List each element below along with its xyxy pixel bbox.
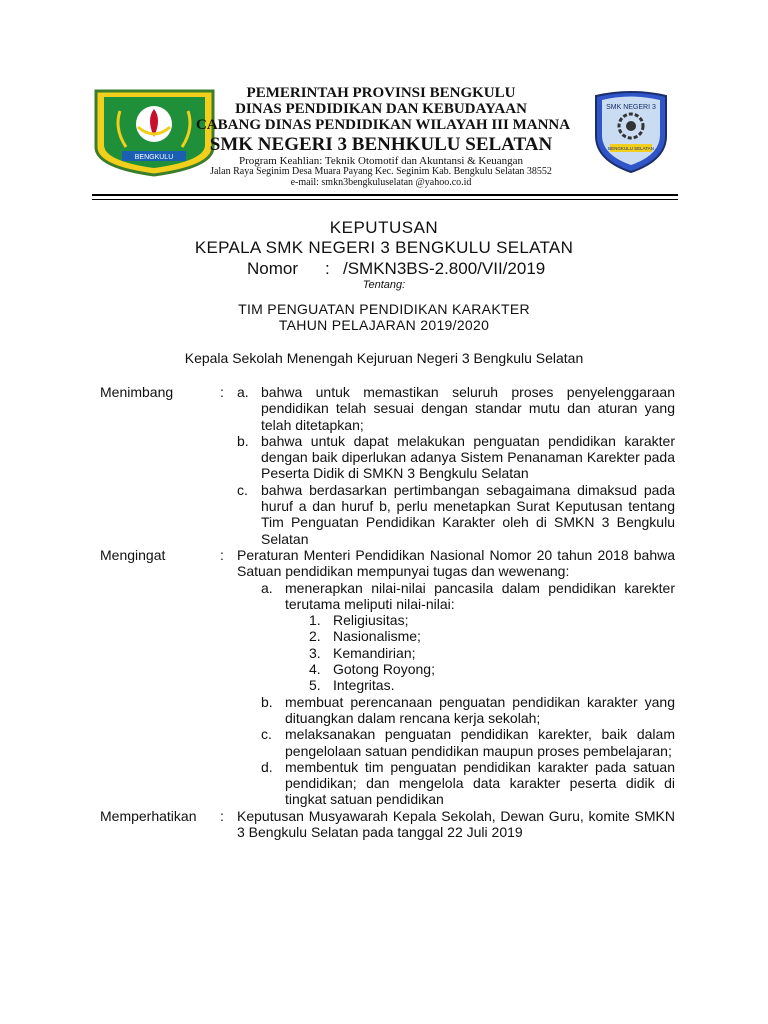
right-logo-bottom-text: BENGKULU SELATAN — [608, 146, 654, 151]
point-text: melaksanakan penguatan pendidikan karekter, baik dalam pengelolaan satuan pendidikan maupun proses pembelajaran; — [285, 726, 675, 759]
authority-line: Kepala Sekolah Menengah Kejuruan Negeri 3 Bengkulu Selatan — [184, 350, 584, 366]
mengingat-point-b — [237, 694, 675, 727]
left-logo-ribbon-text: BENGKULU — [134, 154, 174, 161]
memperhatikan-label: Memperhatikan — [100, 807, 197, 824]
memperhatikan-colon: : — [220, 807, 224, 824]
menimbang-label: Menimbang — [100, 384, 174, 400]
kop-line-cabang: CABANG DINAS PENDIDIKAN WILAYAH III MANNA — [196, 117, 571, 133]
list-item — [309, 677, 675, 693]
list-text: Integritas. — [333, 677, 395, 694]
decree-issuer: KEPALA SMK NEGERI 3 BENGKULU SELATAN — [194, 238, 574, 257]
list-number: 2. — [309, 628, 321, 645]
kop-school-name: SMK NEGERI 3 BENHKULU SELATAN — [209, 134, 553, 155]
kop-program: Program Keahlian: Teknik Otomotif dan Akuntansi & Keuangan — [238, 155, 524, 167]
mengingat-intro: Peraturan Menteri Pendidikan Nasional Nomor 20 tahun 2018 bahwa Satuan pendidikan mempunyai tugas dan wewenang: — [237, 546, 675, 580]
list-text: Nasionalisme; — [333, 628, 421, 645]
point-text: membuat perencanaan penguatan pendidikan karakter yang dituangkan dalam rencana kerja sekolah; — [285, 693, 675, 726]
tentang-label: Tentang: — [362, 279, 406, 291]
menimbang-point-a — [237, 384, 675, 433]
list-number: 5. — [309, 677, 321, 694]
point-letter: d. — [261, 758, 273, 775]
menimbang-colon: : — [220, 384, 224, 400]
section-menimbang — [100, 384, 675, 547]
point-text: membentuk tim penguatan pendidikan karakter pada satuan pendidikan; dan mengelola data karakter peserta didik di tingkat satuan pendidikan — [285, 758, 675, 808]
nomor-label: Nomor — [247, 259, 299, 278]
letterhead-thin-rule — [92, 199, 678, 200]
subject-line-1: TIM PENGUATAN PENDIDIKAN KARAKTER — [238, 301, 530, 317]
right-logo-top-text: SMK NEGERI 3 — [606, 104, 656, 111]
menimbang-point-c — [237, 482, 675, 547]
list-text: Kemandirian; — [333, 644, 416, 661]
point-text: bahwa untuk dapat melakukan penguatan pendidikan karakter dengan baik diperlukan adanya Sistem Penanaman Karekter pada Peserta Didik di SMKN 3 Bengkulu Selatan — [261, 432, 675, 482]
mengingat-label: Mengingat — [100, 546, 166, 563]
kop-line-province: PEMERINTAH PROVINSI BENGKULU — [246, 85, 516, 101]
list-number: 1. — [309, 612, 321, 629]
list-item — [309, 612, 675, 628]
decree-heading: KEPUTUSAN — [329, 218, 439, 237]
point-letter: b. — [261, 693, 273, 710]
point-letter: c. — [261, 726, 272, 743]
list-number: 3. — [309, 644, 321, 661]
list-text: Religiusitas; — [333, 612, 409, 629]
mengingat-point-d — [237, 759, 675, 808]
section-mengingat — [100, 547, 675, 808]
list-item — [309, 628, 675, 644]
point-letter: b. — [237, 432, 249, 449]
mengingat-colon: : — [220, 546, 224, 563]
kop-email: e-mail: smkn3bengkuluselatan @yahoo.co.id — [290, 177, 472, 188]
kop-address: Jalan Raya Seginim Desa Muara Payang Kec. Seginim Kab. Bengkulu Selatan 38552 — [210, 166, 552, 177]
school-emblem-logo — [590, 88, 672, 174]
list-item — [309, 645, 675, 661]
kop-line-dinas: DINAS PENDIDIKAN DAN KEBUDAYAAN — [235, 101, 527, 117]
list-text: Gotong Royong; — [333, 661, 435, 678]
nomor-value: /SMKN3BS-2.800/VII/2019 — [343, 259, 546, 278]
values-list — [237, 612, 675, 693]
point-letter: a. — [237, 384, 249, 400]
point-letter: a. — [261, 579, 273, 596]
letterhead-thick-rule — [92, 194, 678, 196]
mengingat-point-c — [237, 726, 675, 759]
point-text: bahwa berdasarkan pertimbangan sebagaimana dimaksud pada huruf a dan huruf b, perlu menetapkan Surat Keputusan tentang Tim Penguatan Pendidikan Karakter oleh di SMKN 3 Bengkulu Selatan — [261, 481, 675, 547]
decree-body — [100, 384, 675, 840]
point-text: menerapkan nilai-nilai pancasila dalam pendidikan karekter terutama meliputi nilai-nilai: — [285, 579, 675, 612]
point-letter: c. — [237, 481, 248, 498]
memperhatikan-text: Keputusan Musyawarah Kepala Sekolah, Dewan Guru, komite SMKN 3 Bengkulu Selatan pada tanggal 22 Juli 2019 — [237, 807, 675, 841]
menimbang-point-b — [237, 433, 675, 482]
section-memperhatikan — [100, 808, 675, 841]
list-item — [309, 661, 675, 677]
subject-line-2: TAHUN PELAJARAN 2019/2020 — [278, 317, 490, 333]
point-text: bahwa untuk memastikan seluruh proses penyelenggaraan pendidikan telah sesuai dengan standar mutu dan aturan yang telah ditetapkan; — [261, 384, 675, 433]
list-number: 4. — [309, 661, 321, 678]
mengingat-point-a — [237, 580, 675, 613]
nomor-colon: : — [325, 259, 330, 278]
